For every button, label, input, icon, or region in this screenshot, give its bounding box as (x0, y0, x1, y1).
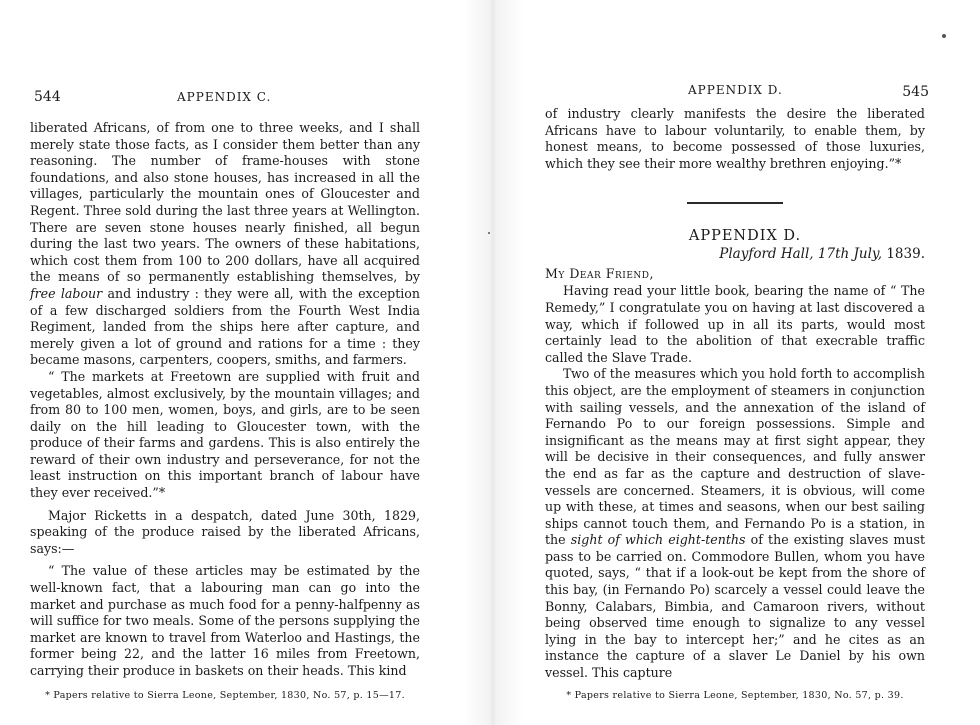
left-page-header (30, 84, 420, 104)
dateline-place: Playford Hall, (719, 246, 814, 263)
left-paragraph-4: “ The value of these articles may be estimated by the well-known fact, that a labouring man can go into the market and purchase as much food for a penny-halfpenny as will suffice for two meals. Some of the persons supplying the market are known to travel from Waterloo and Hastings, the former being 22, and the latter 16 miles from Freetown, carrying their produce in baskets on their heads. This kind (30, 563, 420, 678)
letter-paragraph-2: Two of the measures which you hold forth to accomplish this object, are the employment of steamers in conjunction with sailing vessels, and the annexation of the island of Fernando Po to our foreign possessions. Simple and insignificant as the means may at first sight appear, they will be decisive in their consequences, and fully answer the end as far as the capture and destruction of slave-vessels are concerned. Steamers, it is obvious, will come up with these, at times and seasons, when our best sailing ships cannot touch them, and Fernando Po is a station, in the sight of which eight-tenths of the existing slaves must pass to be carried on. Commodore Bullen, whom you have quoted, says, “ that if a look-out be kept from the shore of this bay, (in Fernando Po) scarcely a vessel could leave the Bonny, Calabars, Bimbia, and Camaroon rivers, without being observed time enough to signalize to any vessel lying in the bay to intercept her;” and he cites as an instance the capture of a slaver Le Daniel by his own vessel. This capture (545, 366, 926, 681)
section-divider-rule (687, 202, 783, 204)
right-footnote: * Papers relative to Sierra Leone, September, 1830, No. 57, p. 39. (566, 689, 904, 701)
letter-salutation: My Dear Friend, (545, 266, 655, 282)
letter-paragraph-1: Having read your little book, bearing the name of “ The Remedy,” I congratulate you on having at last discovered a way, which if followed up in all its parts, would most certainly lead to the abolition of that execrable traffic called the Slave Trade. (545, 283, 925, 365)
right-page (545, 80, 929, 701)
left-page-body (30, 120, 420, 680)
left-footnote: * Papers relative to Sierra Leone, September, 1830, No. 57, p. 15—17. (45, 689, 405, 701)
left-running-head: APPENDIX C. (177, 90, 272, 104)
right-continuation-paragraph: of industry clearly manifests the desire the liberated Africans have to labour voluntarily, to enable them, by honest means, to become possessed of those luxuries, which they see their more wealthy brethren enjoying.”* (545, 106, 925, 171)
right-page-number: 545 (902, 84, 929, 100)
right-page-header (545, 80, 929, 100)
letter-body (545, 283, 925, 681)
dateline-year: 1839. (886, 246, 925, 263)
left-paragraph-3: Major Ricketts in a despatch, dated June 30th, 1829, speaking of the produce raised by the liberated Africans, says:— (30, 507, 420, 556)
left-page-number: 544 (34, 89, 61, 105)
left-page (30, 84, 420, 701)
right-page-body (545, 106, 925, 172)
page-speck (488, 232, 490, 234)
left-paragraph-1: liberated Africans, of from one to three weeks, and I shall merely state those facts, as I consider them better than any reasoning. The number of frame-houses with stone foundations, and also stone houses, has increased in all the villages, particularly the mountain ones of Gloucester and Regent. Three sold during the last three years at Wellington. There are seven stone houses nearly finished, all begun during the last two years. The owners of these habitations, which cost them from 100 to 200 dollars, have all acquired the means of so permanently establishing themselves, by free labour and industry : they were all, with the exception of a few discharged soldiers from the Fourth West India Regiment, landed from the ships here after capture, and merely given a lot of ground and rations for a time : they became masons, carpenters, coopers, smiths, and farmers. (30, 120, 420, 368)
letter-dateline (545, 246, 925, 262)
dateline-date: 17th July, (817, 246, 883, 263)
page-speck (942, 34, 946, 38)
left-paragraph-2: “ The markets at Freetown are supplied with fruit and vegetables, almost exclusively, by the mountain villages; and from 80 to 100 men, women, boys, and girls, are to be seen daily on the hill leading to Gloucester town, with the produce of their farms and gardens. This is also entirely the reward of their own industry and perseverance, for not the least instruction on this important branch of labour have they ever received.”* (30, 368, 420, 501)
italic-sight-of-which: sight of which eight-tenths (570, 532, 746, 548)
italic-free-labour: free labour (30, 285, 103, 301)
book-gutter (463, 0, 523, 725)
appendix-d-title: APPENDIX D. (688, 228, 802, 245)
right-running-head: APPENDIX D. (688, 83, 783, 97)
